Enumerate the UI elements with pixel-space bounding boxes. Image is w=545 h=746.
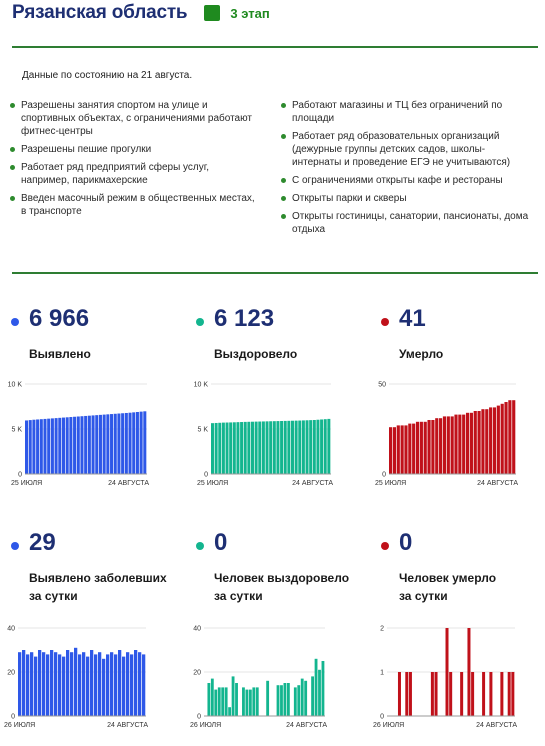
y-tick-label: 5 K [11,426,22,434]
bar [508,400,511,474]
stat-label-line1: Человек выздоровело [214,571,350,585]
y-tick-label: 20 [193,669,201,677]
bar [393,427,396,474]
x-tick-label-start: 26 ИЮЛЯ [4,722,36,729]
bar [467,628,470,716]
bar [481,409,484,474]
bullet-icon [10,103,15,108]
bar [435,672,438,716]
bar [439,418,442,474]
bar [470,413,473,474]
bar [412,424,415,474]
bar [431,420,434,474]
bar [500,672,503,716]
bar [497,406,500,474]
bullet-icon [281,196,286,201]
stat-label-line2: за сутки [214,589,263,603]
y-tick-label: 20 [7,669,15,677]
stat-label-line1: Человек умерло [399,571,497,585]
section-divider [12,272,538,274]
top-divider [12,46,538,48]
stat-died-daily [381,529,541,609]
stage-indicator-icon [204,5,220,21]
stat-label-line2: за сутки [399,589,448,603]
bar [511,672,514,716]
bar [451,416,454,474]
bar [504,402,507,474]
x-tick-label-end: 24 АВГУСТА [108,480,149,487]
stat-detected [11,305,181,365]
stat-detected-daily [11,529,181,609]
y-tick-label: 0 [382,471,386,479]
bar [443,416,446,474]
bar [478,411,481,474]
bar [508,672,511,716]
y-tick-label: 2 [380,625,384,633]
x-tick-label-start: 25 ИЮЛЯ [11,480,43,487]
bar [489,407,492,474]
bullet-icon [281,103,286,108]
bar [424,422,427,474]
bullet-icon [10,165,15,170]
list-item: Открыты гостиницы, санатории, пансионаты, дома отдыха [281,210,531,236]
bar [427,420,430,474]
page-header [12,0,270,26]
x-tick-label-end: 24 АВГУСТА [477,480,518,487]
bar [416,422,419,474]
bar [471,672,474,716]
y-tick-label: 1 [380,669,384,677]
bullet-icon [10,196,15,201]
series-dot-icon [196,318,204,326]
bullet-icon [281,214,286,219]
list-item: Работают магазины и ТЦ без ограничений по площади [281,99,531,125]
bar [404,425,407,474]
bar [493,407,496,474]
series-dot-icon [11,318,19,326]
y-tick-label: 0 [380,713,384,721]
y-tick-label: 0 [197,713,201,721]
x-tick-label-end: 24 АВГУСТА [476,722,517,729]
bar [401,425,404,474]
list-item: С ограничениями открыты кафе и рестораны [281,174,531,187]
x-tick-label-end: 24 АВГУСТА [286,722,327,729]
bar [489,672,492,716]
bar [458,415,461,474]
stat-label-line1: Выявлено заболевших [29,571,167,585]
bar [408,424,411,474]
bar [474,411,477,474]
series-dot-icon [381,542,389,550]
restrictions-left-list [10,99,258,223]
bar [431,672,434,716]
y-tick-label: 10 K [7,381,22,389]
list-item: Работает ряд предприятий сферы услуг, например, парикмахерские [10,161,258,187]
bar [398,672,401,716]
bar [405,672,408,716]
bar [420,422,423,474]
bullet-icon [10,147,15,152]
stat-value: 41 [399,305,426,332]
chart-died-daily [0,620,540,740]
bar [435,418,438,474]
x-tick-label-end: 24 АВГУСТА [107,722,148,729]
y-tick-label: 5 K [197,426,208,434]
restrictions-right-list [281,99,531,241]
bar [447,416,450,474]
stat-value: 0 [214,529,228,556]
x-tick-label-start: 26 ИЮЛЯ [373,722,405,729]
x-tick-label-start: 25 ИЮЛЯ [197,480,229,487]
bar [446,628,449,716]
stat-recovered [196,305,366,365]
stat-value: 6 123 [214,305,275,332]
list-item: Введен масочный режим в общественных местах, в транспорте [10,192,258,218]
bar [409,672,412,716]
y-tick-label: 0 [204,471,208,479]
stat-died [381,305,541,365]
date-note: Данные по состоянию на 21 августа. [22,70,193,81]
x-tick-label-start: 26 ИЮЛЯ [190,722,222,729]
stat-label: Умерло [399,347,444,361]
bar [512,400,515,474]
y-tick-label: 0 [18,471,22,479]
list-item: Открыты парки и скверы [281,192,531,205]
bar [482,672,485,716]
bar [462,415,465,474]
bar [485,409,488,474]
y-tick-label: 40 [193,625,201,633]
series-dot-icon [11,542,19,550]
stat-label-line2: за сутки [29,589,78,603]
stage-label: 3 этап [230,5,270,21]
x-tick-label-start: 25 ИЮЛЯ [375,480,407,487]
bar [460,672,463,716]
bullet-icon [281,178,286,183]
bar [501,404,504,474]
series-dot-icon [196,542,204,550]
y-tick-label: 10 K [193,381,208,389]
y-tick-label: 40 [7,625,15,633]
bar [397,425,400,474]
bar [466,413,469,474]
y-tick-label: 0 [11,713,15,721]
stat-value: 29 [29,529,56,556]
list-item: Работает ряд образовательных организаций (дежурные группы детских садов, школы-интернаты и проведение ЕГЭ не учитываются) [281,130,531,169]
bullet-icon [281,134,286,139]
y-tick-label: 50 [378,381,386,389]
stat-value: 6 966 [29,305,90,332]
region-title: Рязанская область [12,2,188,23]
series-dot-icon [381,318,389,326]
bar [454,415,457,474]
bar [449,672,452,716]
stat-value: 0 [399,529,413,556]
x-tick-label-end: 24 АВГУСТА [292,480,333,487]
bar [389,427,392,474]
list-item: Разрешены пешие прогулки [10,143,258,156]
chart-died-total [0,376,540,496]
stat-recovered-daily [196,529,366,609]
list-item: Разрешены занятия спортом на улице и спортивных объектах, с ограничениями работают фитнес-центры [10,99,258,138]
stat-label: Выздоровело [214,347,298,361]
stat-label: Выявлено [29,347,91,361]
